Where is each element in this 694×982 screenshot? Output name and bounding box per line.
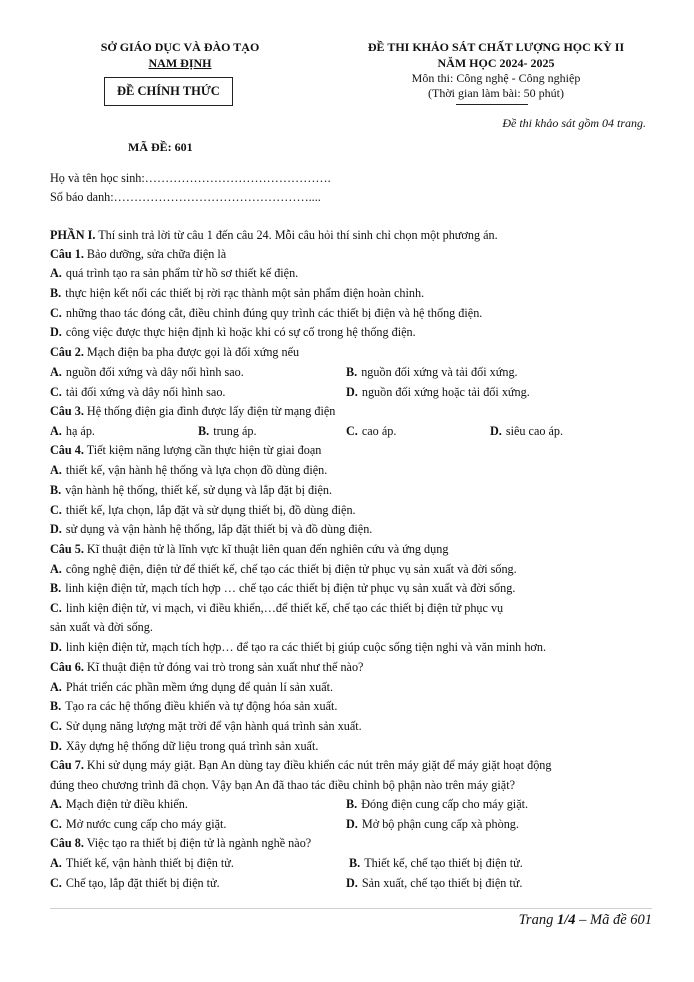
q2-option-c [50, 385, 225, 400]
question-5 [50, 542, 448, 557]
question-number: Câu 3. [50, 404, 84, 418]
page-count-note: Đề thi khảo sát gồm 04 trang. [502, 116, 646, 130]
option-label: B. [50, 483, 62, 497]
option-label: D. [50, 640, 62, 654]
question-text: Khi sử dụng máy giặt. Bạn An dùng tay điều khiển các nút trên máy giặt để máy giặt hoạt động [83, 758, 552, 772]
option-text: thực hiện kết nối các thiết bị rời rạc thành một sản phẩm điện hoàn chỉnh. [65, 286, 425, 300]
option-label: C. [50, 817, 62, 831]
footer-prefix: Trang [518, 912, 557, 928]
q8-option-c [50, 876, 220, 891]
option-label: C. [50, 601, 62, 615]
q4-option-a [50, 463, 327, 478]
option-label: C. [50, 719, 62, 733]
question-4 [50, 443, 321, 458]
q3-option-a [50, 424, 95, 439]
option-text: Mạch điện tử điều khiển. [65, 797, 188, 811]
question-number: Câu 1. [50, 247, 84, 261]
q6-option-c [50, 719, 362, 734]
q8-option-b [349, 856, 523, 871]
option-text: Đóng điện cung cấp cho máy giặt. [361, 797, 529, 811]
question-number: Câu 8. [50, 836, 84, 850]
school-year: NĂM HỌC 2024- 2025 [437, 56, 555, 70]
q2-option-d [346, 385, 530, 400]
option-label: B. [50, 581, 62, 595]
q7-option-d [346, 817, 519, 832]
option-label: D. [346, 817, 358, 831]
question-8 [50, 836, 311, 851]
option-label: B. [50, 286, 62, 300]
q7-option-a [50, 797, 188, 812]
option-label: B. [349, 856, 361, 870]
q8-option-a [50, 856, 234, 871]
q1-option-c [50, 306, 482, 321]
q4-option-b [50, 483, 332, 498]
option-text: công việc được thực hiện định kì hoặc khi có sự cố trong hệ thống điện. [65, 325, 416, 339]
option-text: công nghệ điện, điện tử để thiết kế, chế tạo các thiết bị điện tử phục vụ sản xuất và đời sống. [65, 562, 517, 576]
option-text: linh kiện điện tử, vi mạch, vi điều khiển,…để thiết kế, chế tạo các thiết bị điện tử phục vụ [65, 601, 504, 615]
option-text: siêu cao áp. [505, 424, 564, 438]
department-name: SỞ GIÁO DỤC VÀ ĐÀO TẠO [100, 40, 260, 54]
q5-option-c [50, 601, 503, 616]
exam-title: ĐỀ THI KHẢO SÁT CHẤT LƯỢNG HỌC KỲ II [367, 40, 625, 54]
option-label: C. [50, 385, 62, 399]
q1-option-b [50, 286, 424, 301]
q5-option-b [50, 581, 515, 596]
option-text: sử dụng và vận hành hệ thống, lắp đặt thiết bị và đồ dùng điện. [65, 522, 373, 536]
option-label: B. [198, 424, 210, 438]
option-text: quá trình tạo ra sản phẩm từ hồ sơ thiết kế điện. [65, 266, 299, 280]
question-3 [50, 404, 335, 419]
q5-option-a [50, 562, 517, 577]
duration: (Thời gian làm bài: 50 phút) [428, 86, 564, 100]
option-text: Tạo ra các hệ thống điều khiển và tự động hóa sản xuất. [65, 699, 338, 713]
q2-option-b [346, 365, 518, 380]
option-label: D. [50, 739, 62, 753]
question-text: Kĩ thuật điện tử đóng vai trò trong sản xuất như thế nào? [83, 660, 364, 674]
q3-option-d [490, 424, 563, 439]
q1-option-d [50, 325, 416, 340]
option-text: Phát triển các phần mềm ứng dụng để quản lí sản xuất. [65, 680, 334, 694]
option-text: nguồn đối xứng hoặc tải đối xứng. [361, 385, 530, 399]
subject: Môn thi: Công nghệ - Công nghiệp [411, 71, 581, 85]
option-text: Sản xuất, chế tạo thiết bị điện tử. [361, 876, 523, 890]
option-label: A. [50, 797, 62, 811]
question-6 [50, 660, 363, 675]
option-label: B. [346, 797, 358, 811]
q6-option-d [50, 739, 318, 754]
q5-option-c-continued: sản xuất và đời sống. [50, 620, 153, 634]
part1-label: PHẦN I. [50, 228, 96, 242]
option-label: B. [346, 365, 358, 379]
option-label: A. [50, 424, 62, 438]
option-label: D. [50, 325, 62, 339]
q3-option-b [198, 424, 257, 439]
q6-option-b [50, 699, 337, 714]
option-label: A. [50, 562, 62, 576]
option-label: D. [346, 876, 358, 890]
q2-option-a [50, 365, 244, 380]
question-text: Mạch điện ba pha được gọi là đối xứng nếu [83, 345, 300, 359]
option-text: thiết kế, lựa chọn, lắp đặt và sử dụng thiết bị, đồ dùng điện. [65, 503, 356, 517]
q3-option-c [346, 424, 396, 439]
option-label: A. [50, 463, 62, 477]
option-label: A. [50, 365, 62, 379]
option-text: linh kiện điện tử, mạch tích hợp … chế tạo các thiết bị điện tử phục vụ sản xuất và đời sống. [65, 581, 516, 595]
q7-option-b [346, 797, 528, 812]
option-text: Sử dụng năng lượng mặt trời để vận hành quá trình sản xuất. [65, 719, 362, 733]
option-text: linh kiện điện tử, mạch tích hợp… để tạo ra các thiết bị giúp cuộc sống tiện nghi và văn minh hơn. [65, 640, 546, 654]
q7-option-c [50, 817, 226, 832]
part1-instruction [50, 228, 498, 243]
option-text: Thiết kế, chế tạo thiết bị điện tử. [364, 856, 523, 870]
q6-option-a [50, 680, 333, 695]
option-text: Thiết kế, vận hành thiết bị điện tử. [65, 856, 234, 870]
q8-option-d [346, 876, 522, 891]
question-number: Câu 6. [50, 660, 84, 674]
question-number: Câu 7. [50, 758, 84, 772]
q4-option-d [50, 522, 372, 537]
question-2 [50, 345, 299, 360]
student-id-field: Số báo danh:………………………………………….... [50, 190, 321, 204]
option-text: hạ áp. [65, 424, 95, 438]
student-name-field: Họ và tên học sinh:………………………………………. [50, 171, 331, 185]
question-text: Tiết kiệm năng lượng cần thực hiện từ giai đoạn [83, 443, 322, 457]
footer-suffix: – Mã đề 601 [575, 912, 652, 928]
option-label: C. [50, 876, 62, 890]
province-name: NAM ĐỊNH [148, 56, 212, 70]
option-label: B. [50, 699, 62, 713]
part1-text: Thí sinh trả lời từ câu 1 đến câu 24. Mỗi câu hỏi thí sinh chỉ chọn một phương án. [95, 228, 498, 242]
question-text: Bảo dưỡng, sửa chữa điện là [83, 247, 227, 261]
option-label: A. [50, 266, 62, 280]
question-7 [50, 758, 551, 773]
option-text: Mở nước cung cấp cho máy giặt. [65, 817, 227, 831]
question-number: Câu 4. [50, 443, 84, 457]
question-7-continued: đúng theo chương trình đã chọn. Vậy bạn An đã thao tác điều chỉnh bộ phận nào trên máy giặt? [50, 778, 515, 792]
option-label: C. [346, 424, 358, 438]
option-text: Chế tạo, lắp đặt thiết bị điện tử. [65, 876, 220, 890]
option-text: nguồn đối xứng và tải đối xứng. [361, 365, 518, 379]
duration-underline [456, 104, 528, 105]
page-footer [519, 912, 652, 929]
question-text: Hệ thống điện gia đình được lấy điện từ mạng điện [83, 404, 336, 418]
official-exam-box: ĐỀ CHÍNH THỨC [104, 77, 233, 106]
question-1 [50, 247, 226, 262]
option-text: trung áp. [213, 424, 257, 438]
q5-option-d [50, 640, 546, 655]
option-label: A. [50, 680, 62, 694]
option-label: C. [50, 503, 62, 517]
exam-code: MÃ ĐỀ: 601 [128, 140, 193, 154]
option-label: A. [50, 856, 62, 870]
option-text: nguồn đối xứng và dây nối hình sao. [65, 365, 244, 379]
option-text: vận hành hệ thống, thiết kế, sử dụng và lắp đặt bị điện. [65, 483, 333, 497]
question-text: Việc tạo ra thiết bị điện tử là ngành nghề nào? [83, 836, 312, 850]
option-text: thiết kế, vận hành hệ thống và lựa chọn đồ dùng điện. [65, 463, 328, 477]
option-label: D. [346, 385, 358, 399]
q4-option-c [50, 503, 356, 518]
question-text: Kĩ thuật điện tử là lĩnh vực kĩ thuật liên quan đến nghiên cứu và ứng dụng [83, 542, 449, 556]
footer-divider [50, 908, 652, 909]
option-text: cao áp. [361, 424, 397, 438]
option-label: D. [50, 522, 62, 536]
footer-page-number: 1/4 [556, 912, 576, 928]
question-number: Câu 2. [50, 345, 84, 359]
option-text: Mở bộ phận cung cấp xà phòng. [361, 817, 519, 831]
option-label: D. [490, 424, 502, 438]
q1-option-a [50, 266, 298, 281]
option-text: tải đối xứng và dây nối hình sao. [65, 385, 226, 399]
option-text: những thao tác đóng cắt, điều chỉnh đúng quy trình các thiết bị điện và hệ thống điện. [65, 306, 483, 320]
question-number: Câu 5. [50, 542, 84, 556]
option-label: C. [50, 306, 62, 320]
option-text: Xây dựng hệ thống dữ liệu trong quá trình sản xuất. [65, 739, 319, 753]
